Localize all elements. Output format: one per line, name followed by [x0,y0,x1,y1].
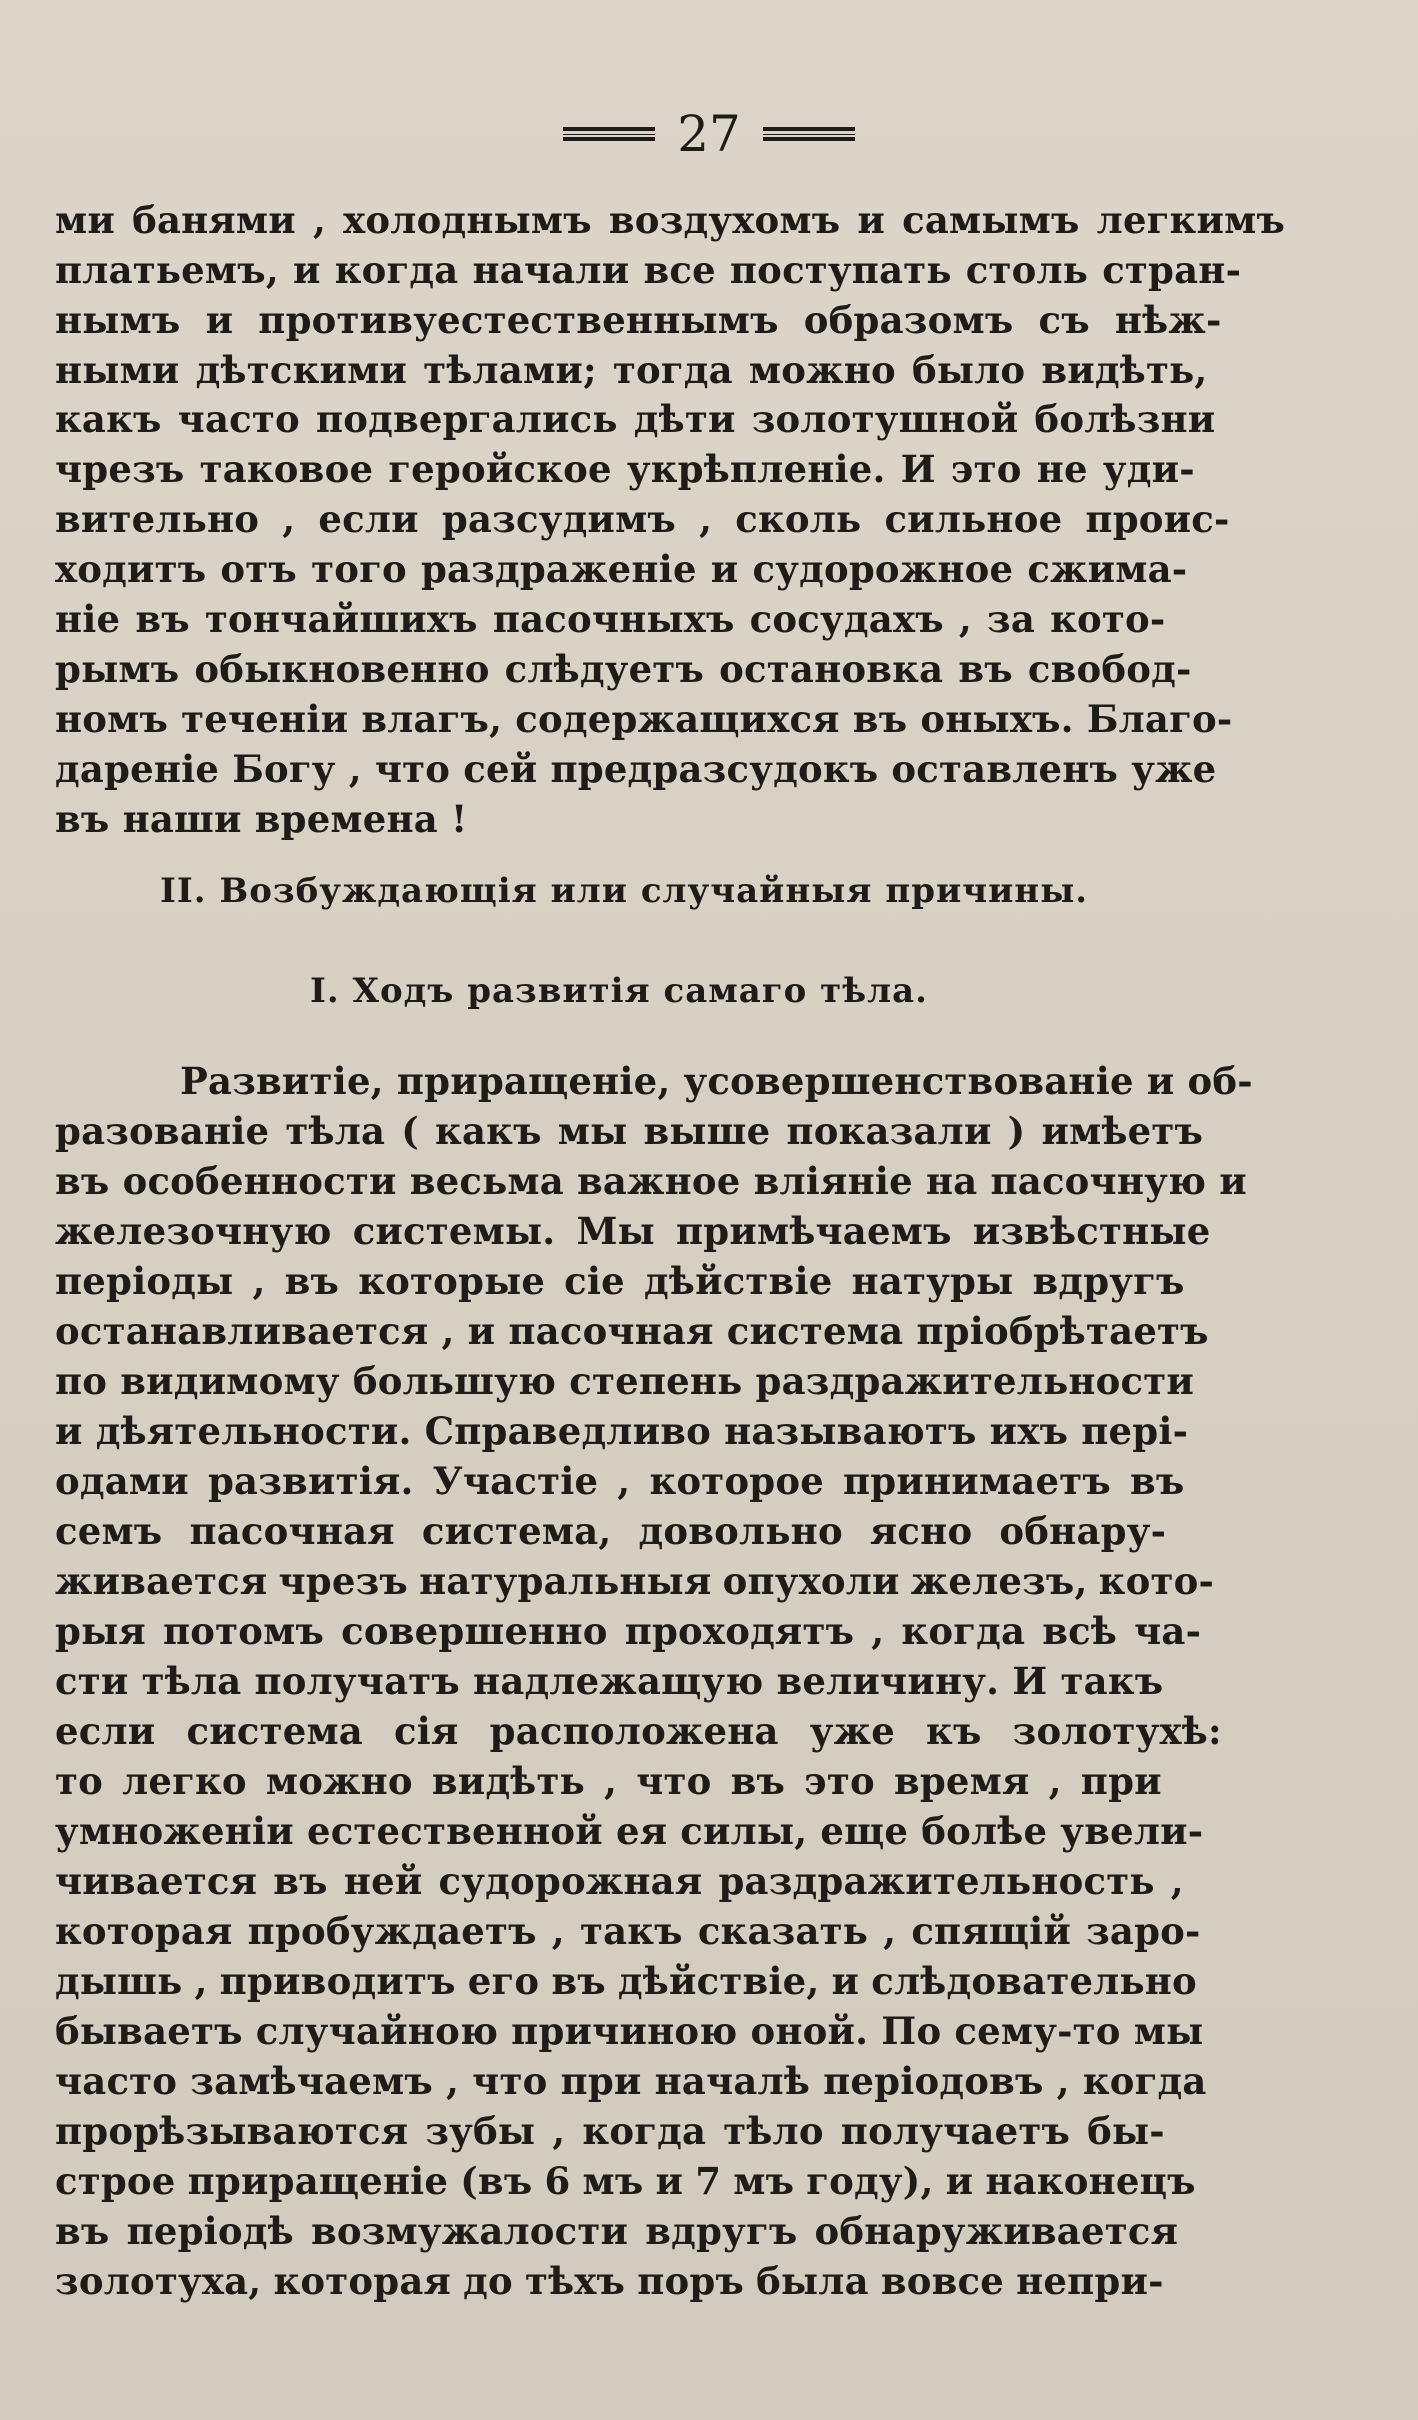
text-line: бываетъ случайною причиною оной. По сему-то мы [55,2009,1204,2053]
text-line: одами развитія. Участіе , которое принимаетъ въ [55,1459,1185,1503]
text-line: въ періодѣ возмужалости вдругъ обнаруживается [55,2209,1179,2253]
header-rule-right [763,127,855,141]
text-line: рымъ обыкновенно слѣдуетъ остановка въ свобод- [55,647,1192,691]
text-line: строе приращеніе (въ 6 мъ и 7 мъ году), и наконецъ [55,2159,1196,2203]
page-header [0,104,1418,164]
text-line: дышь , приводитъ его въ дѣйствіе, и слѣдовательно [55,1959,1197,2003]
text-line: нымъ и противуестественнымъ образомъ съ нѣж- [55,298,1222,342]
text-line: живается чрезъ натуральныя опухоли железъ, кото- [55,1559,1215,1603]
text-line: чрезъ таковое геройское укрѣпленіе. И это не уди- [55,447,1195,491]
text-line: какъ часто подвергались дѣти золотушной болѣзни [55,397,1216,441]
text-line: семъ пасочная система, довольно ясно обнару- [55,1509,1167,1553]
text-line: по видимому большую степень раздражительности [55,1359,1195,1403]
text-line: номъ теченіи влагъ, содержащихся въ оныхъ. Благо- [55,697,1233,741]
subsection-heading: I. Ходъ развитія самаго тѣла. [310,971,928,1011]
text-line: которая пробуждаетъ , такъ сказать , спящій заро- [55,1909,1201,1953]
text-line: умноженіи естественной ея силы, еще болѣе увели- [55,1809,1204,1853]
text-line: ными дѣтскими тѣлами; тогда можно было видѣть, [55,348,1208,392]
text-line: платьемъ, и когда начали все поступать столь стран- [55,248,1242,292]
text-line: ходитъ отъ того раздраженіе и судорожное сжима- [55,547,1188,591]
text-line: золотуха, которая до тѣхъ поръ была вовсе непри- [55,2259,1164,2303]
text-line: часто замѣчаемъ , что при началѣ періодовъ , когда [55,2059,1207,2103]
text-line: ніе въ тончайшихъ пасочныхъ сосудахъ , за кото- [55,597,1166,641]
text-line: рыя потомъ совершенно проходятъ , когда всѣ ча- [55,1609,1202,1653]
text-line: въ наши времена ! [55,797,468,841]
text-line: прорѣзываются зубы , когда тѣло получаетъ бы- [55,2109,1165,2153]
text-line: дареніе Богу , что сей предразсудокъ оставленъ уже [55,747,1217,791]
text-line: то легко можно видѣть , что въ это время , при [55,1759,1162,1803]
page-number: 27 [677,105,741,163]
text-line: ми банями , холоднымъ воздухомъ и самымъ легкимъ [55,198,1286,242]
text-line: Развитіе, приращеніе, усовершенствованіе и об- [180,1059,1253,1103]
text-line: останавливается , и пасочная система пріобрѣтаетъ [55,1309,1209,1353]
text-line: чивается въ ней судорожная раздражительность , [55,1859,1184,1903]
text-line: сти тѣла получатъ надлежащую величину. И такъ [55,1659,1164,1703]
text-line: разованіе тѣла ( какъ мы выше показали ) имѣетъ [55,1109,1204,1153]
section-heading: II. Возбуждающія или случайныя причины. [160,871,1089,911]
header-rule-left [563,127,655,141]
text-line: въ особенности весьма важное вліяніе на пасочную и [55,1159,1247,1203]
text-line: вительно , если разсудимъ , сколь сильное проис- [55,497,1230,541]
text-line: періоды , въ которые сіе дѣйствіе натуры вдругъ [55,1259,1185,1303]
text-line: и дѣятельности. Справедливо называютъ ихъ пері- [55,1409,1189,1453]
text-line: железочную системы. Мы примѣчаемъ извѣстные [55,1209,1211,1253]
text-line: если система сія расположена уже къ золотухѣ: [55,1709,1222,1753]
